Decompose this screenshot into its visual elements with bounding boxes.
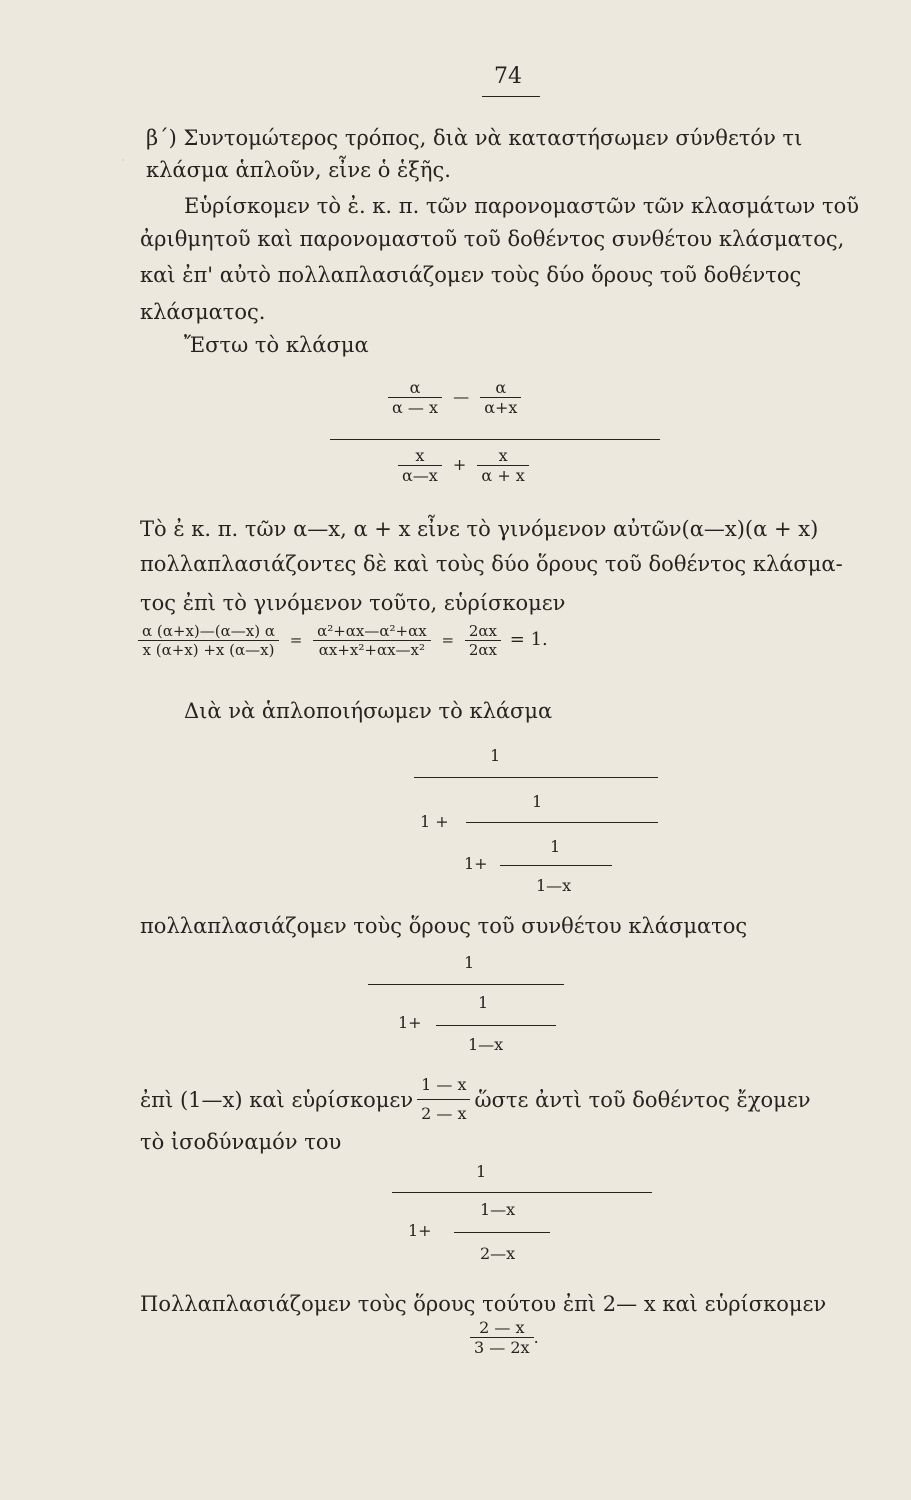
frac-den: 2αx bbox=[468, 641, 497, 659]
page-number-underline bbox=[482, 96, 540, 97]
frac-den: 2 — x bbox=[421, 1104, 467, 1123]
frac-num: 2 — x bbox=[479, 1318, 525, 1337]
inline-text: ὥστε ἀντὶ τοῦ δοθέντος ἔχομεν bbox=[474, 1087, 811, 1112]
cf-plus: 1+ bbox=[408, 1221, 432, 1240]
fraction bbox=[388, 378, 442, 417]
fraction bbox=[138, 622, 279, 659]
text-line: Ἔστω τὸ κλάσμα bbox=[184, 333, 369, 357]
equation-chain bbox=[138, 622, 552, 659]
cf-numerator: 1 bbox=[490, 746, 501, 765]
cf-bar bbox=[436, 1025, 556, 1026]
cf-numerator: 1 bbox=[476, 1162, 487, 1181]
period: . bbox=[533, 1328, 539, 1347]
cf-numerator: 1 bbox=[550, 837, 561, 856]
operator: — bbox=[453, 387, 470, 406]
final-fraction bbox=[470, 1318, 539, 1357]
text-line: καὶ ἐπ' αὐτὸ πολλαπλασιάζομεν τοὺς δύο ὅρους τοῦ δοθέντος bbox=[140, 263, 802, 287]
frac-num: α²+αx—α²+αx bbox=[317, 622, 427, 640]
compound-fraction-1 bbox=[330, 378, 660, 502]
fraction bbox=[477, 446, 528, 485]
text-line: β΄) Συντομώτερος τρόπος, διὰ νὰ καταστήσωμεν σύνθετόν τι bbox=[146, 126, 803, 150]
frac-num: 2αx bbox=[468, 622, 497, 640]
cf-numerator: 1 bbox=[478, 993, 489, 1012]
page-number: 74 bbox=[494, 64, 522, 89]
cf-bar bbox=[454, 1232, 550, 1233]
cf-plus: 1+ bbox=[398, 1013, 422, 1032]
cf-denominator: 1—x bbox=[536, 876, 572, 895]
text-line: Πολλαπλασιάζομεν τοὺς ὅρους τούτου ἐπὶ 2— x καὶ εὑρίσκομεν bbox=[140, 1292, 827, 1316]
cf-denominator: 2—x bbox=[480, 1244, 516, 1263]
frac-num: x bbox=[415, 446, 425, 465]
equals-sign: = 1. bbox=[509, 628, 548, 650]
fraction bbox=[480, 378, 521, 417]
text-line: κλάσματος. bbox=[140, 300, 266, 324]
text-line bbox=[140, 1071, 810, 1128]
continued-fraction-3 bbox=[392, 1162, 660, 1272]
equals-sign: = bbox=[289, 630, 303, 649]
cf-numerator: 1 bbox=[464, 953, 475, 972]
frac-num: α (α+x)—(α—x) α bbox=[142, 622, 275, 640]
text-line: κλάσμα ἁπλοῦν, εἶνε ὁ ἑξῆς. bbox=[146, 158, 451, 182]
frac-den: 3 — 2x bbox=[474, 1338, 530, 1357]
text-line: πολλαπλασιάζοντες δὲ καὶ τοὺς δύο ὅρους τοῦ δοθέντος κλάσμα- bbox=[140, 552, 843, 576]
equals-sign: = bbox=[441, 630, 455, 649]
cf-bar bbox=[500, 865, 612, 866]
fraction bbox=[465, 622, 501, 659]
cf-bar bbox=[414, 777, 658, 778]
frac-den: α — x bbox=[392, 398, 438, 417]
bleed-through: · bbox=[120, 150, 126, 171]
text-line: τος ἐπὶ τὸ γινόμενον τοῦτο, εὑρίσκομεν bbox=[140, 591, 566, 615]
cf-plus: 1 + bbox=[420, 812, 449, 831]
inline-text: ἐπὶ (1—x) καὶ εὑρίσκομεν bbox=[140, 1087, 414, 1112]
text-line: πολλαπλασιάζομεν τοὺς ὅρους τοῦ συνθέτου κλάσματος bbox=[140, 914, 748, 938]
text-line: Διὰ νὰ ἁπλοποιήσωμεν τὸ κλάσμα bbox=[184, 699, 553, 723]
operator: + bbox=[452, 455, 467, 474]
continued-fraction-2 bbox=[368, 953, 564, 1063]
fraction bbox=[398, 446, 442, 485]
frac-den: x (α+x) +x (α—x) bbox=[142, 641, 275, 659]
text-line: ἀριθμητοῦ καὶ παρονομαστοῦ τοῦ δοθέντος συνθέτου κλάσματος, bbox=[140, 227, 845, 251]
numerator bbox=[388, 378, 521, 417]
denominator bbox=[398, 446, 529, 485]
text-line: Τὸ ἐ κ. π. τῶν α—x, α + x εἶνε τὸ γινόμενον αὐτῶν(α—x)(α + x) bbox=[140, 517, 819, 541]
cf-denominator: 1—x bbox=[468, 1035, 504, 1054]
fraction bbox=[313, 622, 431, 659]
cf-numerator: 1 bbox=[532, 792, 543, 811]
inline-fraction bbox=[417, 1071, 470, 1128]
frac-den: α—x bbox=[402, 466, 438, 485]
cf-bar bbox=[466, 822, 658, 823]
text-line: Εὑρίσκομεν τὸ ἐ. κ. π. τῶν παρονομαστῶν τῶν κλασμάτων τοῦ bbox=[184, 194, 860, 218]
frac-num: α bbox=[409, 378, 421, 397]
cf-plus: 1+ bbox=[464, 854, 488, 873]
frac-num: x bbox=[498, 446, 508, 465]
frac-den: α + x bbox=[481, 466, 525, 485]
frac-num: α bbox=[495, 378, 507, 397]
continued-fraction-1 bbox=[414, 746, 658, 906]
fraction bbox=[470, 1318, 534, 1357]
cf-numerator: 1—x bbox=[480, 1200, 516, 1219]
cf-bar bbox=[392, 1192, 652, 1193]
cf-bar bbox=[368, 984, 564, 985]
text-line: τὸ ἰσοδύναμόν του bbox=[140, 1130, 342, 1154]
frac-den: αx+x²+αx—x² bbox=[318, 641, 426, 659]
frac-den: α+x bbox=[484, 398, 518, 417]
main-fraction-bar bbox=[330, 439, 660, 440]
frac-num: 1 — x bbox=[421, 1075, 467, 1094]
